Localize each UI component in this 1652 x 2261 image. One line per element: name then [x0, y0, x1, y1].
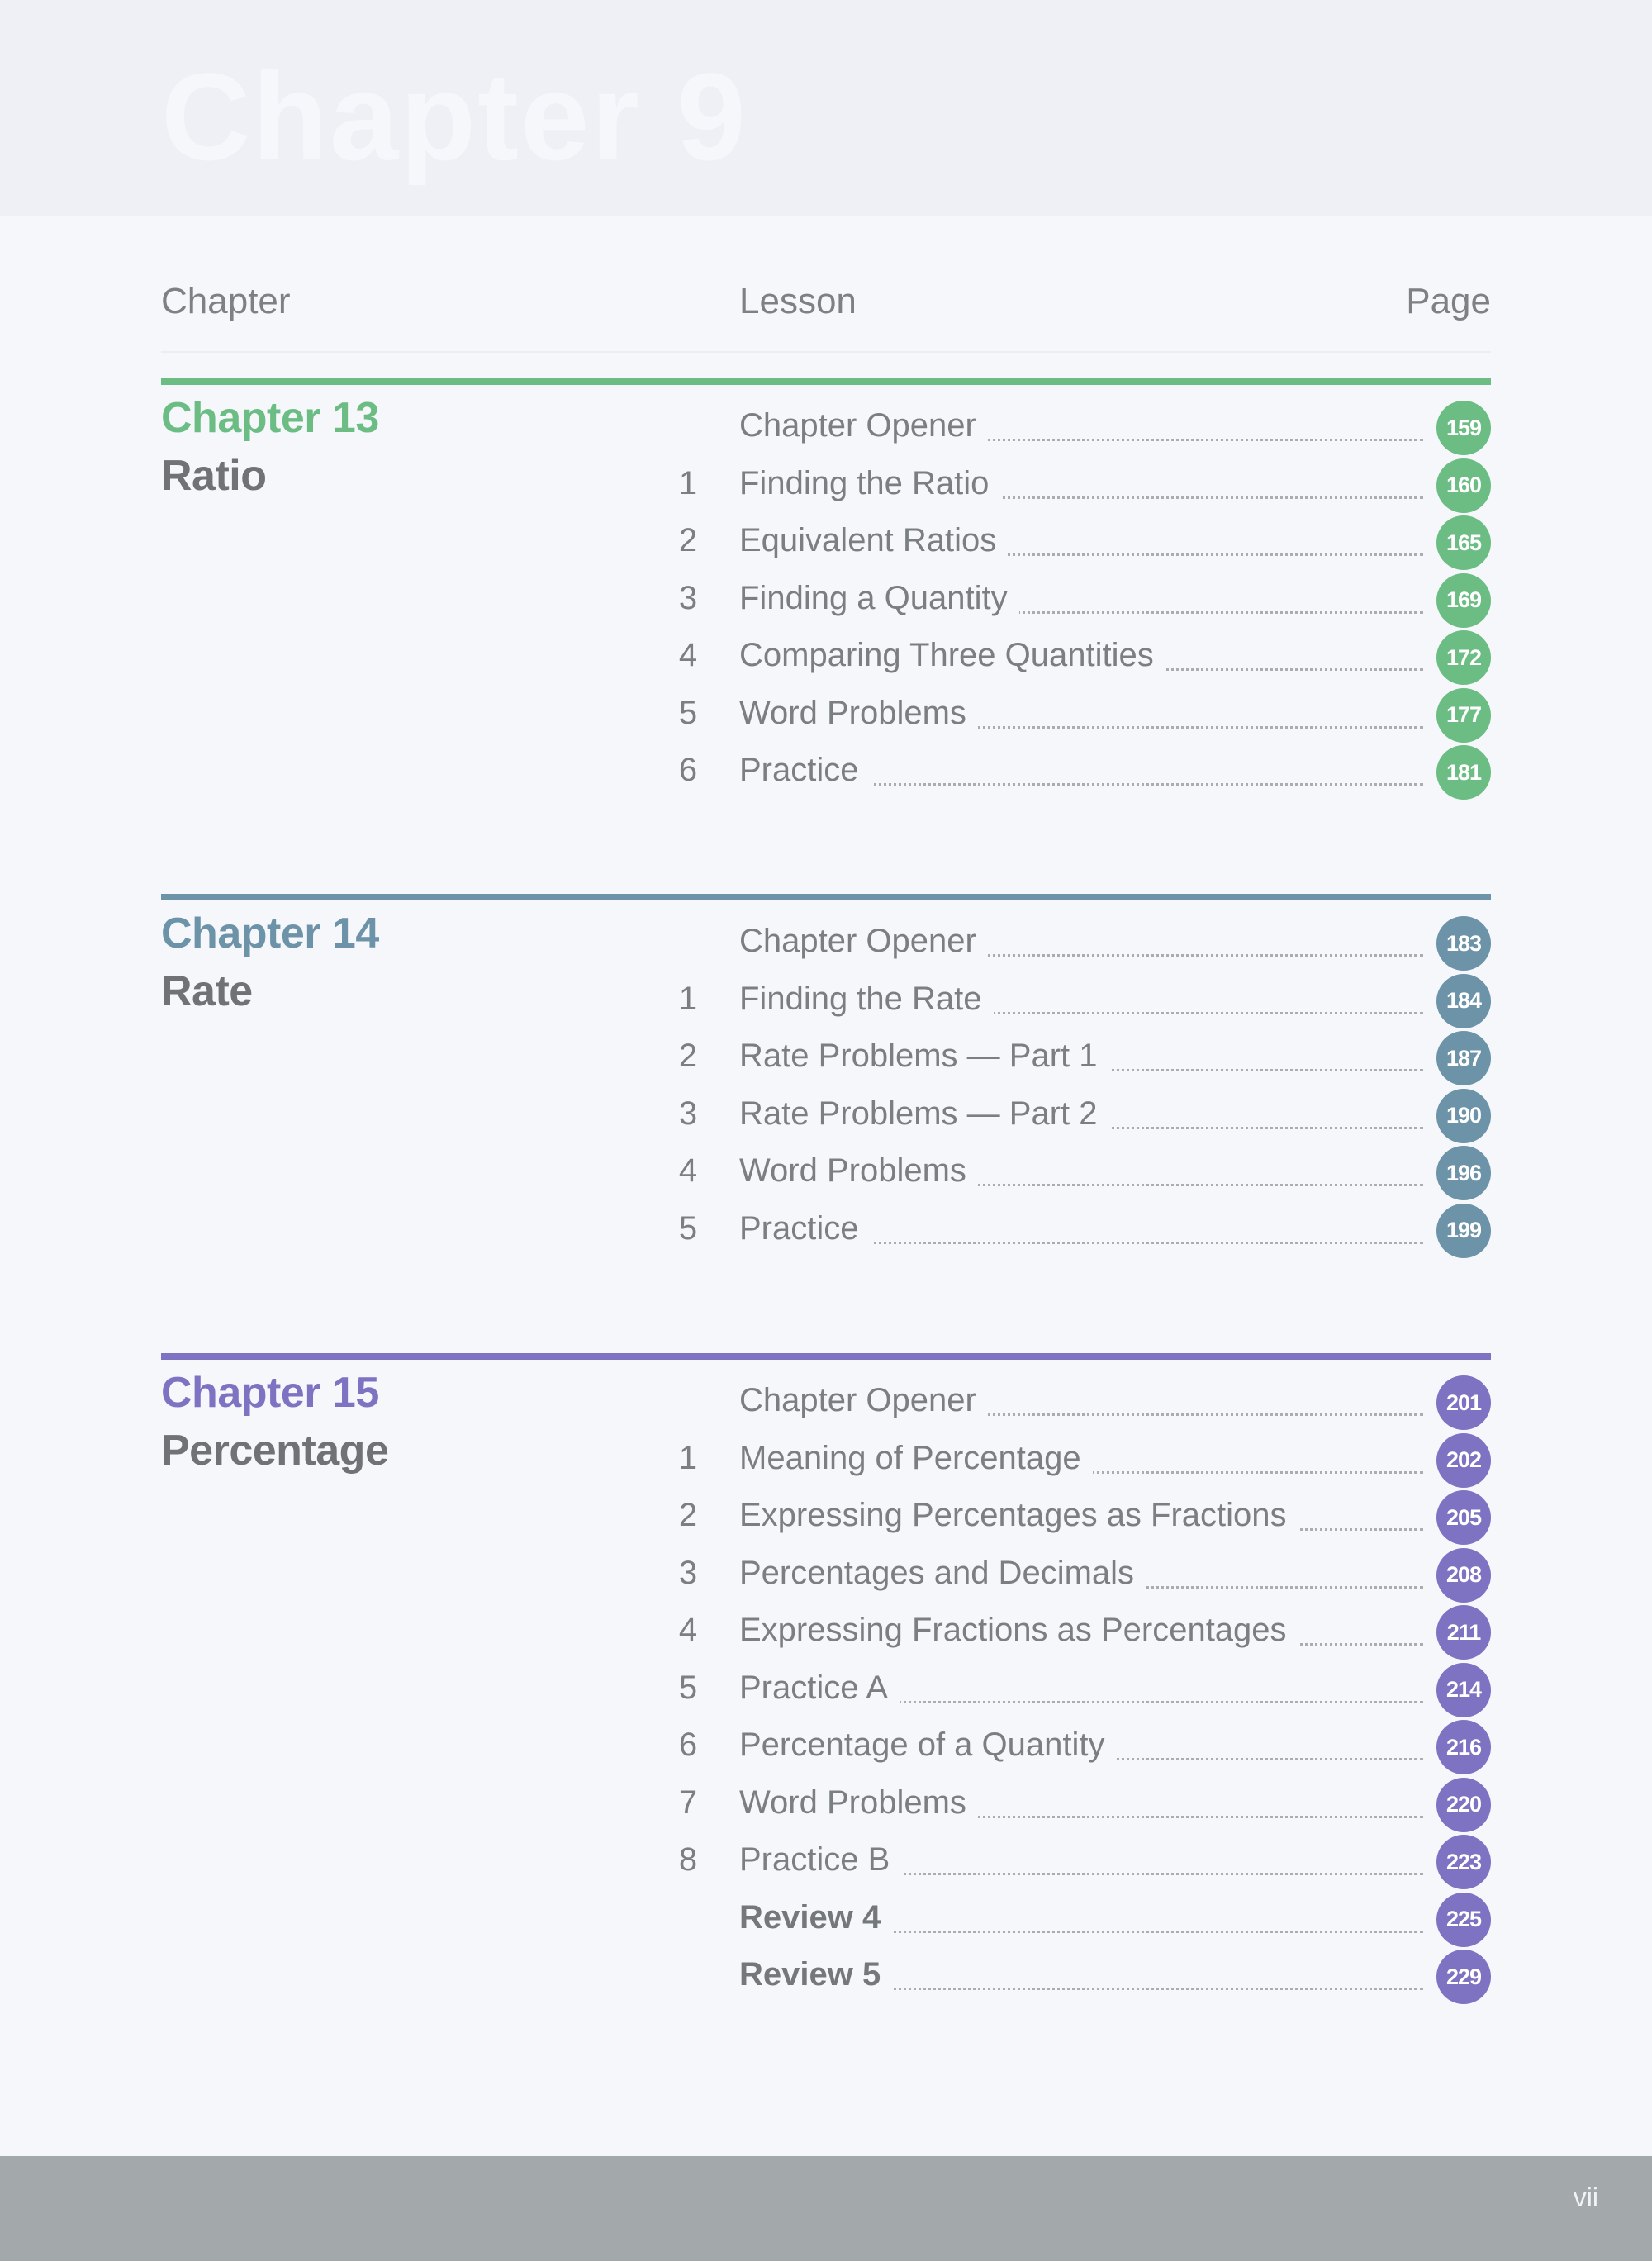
lesson-title[interactable]: Chapter Opener [739, 407, 988, 444]
lesson-title[interactable]: Chapter Opener [739, 1382, 988, 1419]
lesson-number: 2 [678, 1497, 698, 1533]
chapter-rule [161, 1353, 1491, 1360]
lesson-number: 2 [678, 1038, 698, 1074]
page-badge: 160 [1436, 458, 1491, 513]
lesson-title[interactable]: Word Problems [739, 1784, 978, 1822]
page-badge: 159 [1436, 401, 1491, 455]
chapter-label: Chapter 13 [161, 394, 379, 442]
page-badge: 223 [1436, 1835, 1491, 1889]
chapter-name: Rate [161, 967, 253, 1015]
page-badge: 208 [1436, 1548, 1491, 1603]
lesson-row[interactable] [161, 1029, 1491, 1087]
page-badge: 225 [1436, 1893, 1491, 1947]
lesson-row[interactable] [161, 629, 1491, 686]
lesson-number: 1 [678, 980, 698, 1017]
lesson-number: 3 [678, 1095, 698, 1132]
lesson-row[interactable] [161, 914, 1491, 972]
lesson-number: 7 [678, 1784, 698, 1821]
lesson-title[interactable]: Equivalent Ratios [739, 522, 1008, 559]
lesson-title[interactable]: Finding the Ratio [739, 465, 1000, 502]
page-badge: 211 [1436, 1605, 1491, 1660]
page-badge: 184 [1436, 974, 1491, 1028]
lesson-row[interactable] [161, 1489, 1491, 1546]
lesson-title[interactable]: Finding the Rate [739, 981, 994, 1018]
page-badge: 177 [1436, 688, 1491, 743]
chapter-name: Ratio [161, 452, 267, 500]
page-badge: 199 [1436, 1204, 1491, 1258]
lesson-list [161, 399, 1491, 801]
review-title[interactable]: Review 4 [739, 1899, 892, 1936]
chapter-name: Percentage [161, 1427, 389, 1475]
lesson-number: 6 [678, 752, 698, 788]
chapter-rule [161, 378, 1491, 385]
lesson-number: 2 [678, 522, 698, 558]
lesson-number: 5 [678, 1209, 698, 1247]
lesson-title[interactable]: Percentage of a Quantity [739, 1727, 1117, 1764]
review-row[interactable] [161, 1948, 1491, 2006]
page-badge: 202 [1436, 1433, 1491, 1488]
lesson-title[interactable]: Word Problems [739, 695, 978, 732]
lesson-title[interactable]: Practice B [739, 1841, 901, 1879]
header-divider [161, 351, 1491, 353]
lesson-title[interactable]: Finding a Quantity [739, 580, 1019, 617]
lesson-row[interactable] [161, 972, 1491, 1030]
column-header-page: Page [1406, 281, 1491, 321]
lesson-row[interactable] [161, 1202, 1491, 1260]
lesson-title[interactable]: Practice A [739, 1670, 900, 1707]
lesson-title[interactable]: Chapter Opener [739, 923, 988, 960]
lesson-row[interactable] [161, 457, 1491, 515]
column-header-chapter: Chapter [161, 281, 291, 321]
lesson-row[interactable] [161, 1144, 1491, 1202]
lesson-number: 8 [678, 1841, 698, 1878]
ghost-title-show-through: Chapter 9 [161, 47, 748, 186]
lesson-row[interactable] [161, 1833, 1491, 1891]
lesson-number: 4 [678, 1152, 698, 1189]
lesson-number: 5 [678, 694, 698, 731]
lesson-row[interactable] [161, 1718, 1491, 1776]
lesson-title[interactable]: Expressing Fractions as Percentages [739, 1612, 1298, 1649]
lesson-title[interactable]: Meaning of Percentage [739, 1440, 1093, 1477]
lesson-list [161, 914, 1491, 1259]
lesson-row[interactable] [161, 1432, 1491, 1489]
lesson-row[interactable] [161, 1776, 1491, 1834]
lesson-number: 1 [678, 1439, 698, 1476]
lesson-number: 3 [678, 579, 698, 616]
footer-band [0, 2156, 1652, 2261]
review-row[interactable] [161, 1891, 1491, 1949]
lesson-row[interactable] [161, 572, 1491, 629]
page-badge: 229 [1436, 1950, 1491, 2004]
page-badge: 201 [1436, 1375, 1491, 1430]
page-badge: 172 [1436, 630, 1491, 685]
review-title[interactable]: Review 5 [739, 1956, 892, 1993]
lesson-number: 4 [678, 637, 698, 673]
page-badge: 165 [1436, 515, 1491, 570]
chapter-label: Chapter 14 [161, 910, 379, 957]
lesson-row[interactable] [161, 1546, 1491, 1604]
lesson-title[interactable]: Word Problems [739, 1152, 978, 1190]
lesson-list [161, 1374, 1491, 2006]
page-badge: 196 [1436, 1146, 1491, 1200]
lesson-title[interactable]: Practice [739, 1210, 871, 1247]
lesson-number: 6 [678, 1727, 698, 1763]
page-badge: 220 [1436, 1778, 1491, 1832]
top-band [0, 0, 1652, 216]
lesson-row[interactable] [161, 514, 1491, 572]
lesson-number: 4 [678, 1612, 698, 1648]
page-badge: 181 [1436, 745, 1491, 800]
chapter-rule [161, 894, 1491, 900]
lesson-title[interactable]: Comparing Three Quantities [739, 637, 1165, 674]
column-header-lesson: Lesson [739, 281, 857, 321]
lesson-title[interactable]: Rate Problems — Part 2 [739, 1095, 1109, 1133]
lesson-title[interactable]: Rate Problems — Part 1 [739, 1038, 1109, 1075]
lesson-title[interactable]: Practice [739, 752, 871, 789]
page-folio: vii [1573, 2183, 1598, 2212]
lesson-title[interactable]: Expressing Percentages as Fractions [739, 1497, 1298, 1534]
lesson-row[interactable] [161, 686, 1491, 744]
lesson-row[interactable] [161, 399, 1491, 457]
lesson-title[interactable]: Percentages and Decimals [739, 1555, 1146, 1592]
lesson-number: 3 [678, 1554, 698, 1591]
page-badge: 190 [1436, 1089, 1491, 1143]
lesson-number: 1 [678, 464, 698, 501]
lesson-number: 5 [678, 1669, 698, 1706]
lesson-row[interactable] [161, 1087, 1491, 1145]
page-badge: 216 [1436, 1720, 1491, 1774]
page-badge: 187 [1436, 1031, 1491, 1085]
page-badge: 205 [1436, 1490, 1491, 1545]
page-badge: 169 [1436, 573, 1491, 628]
lesson-row[interactable] [161, 1603, 1491, 1661]
lesson-row[interactable] [161, 1661, 1491, 1719]
lesson-row[interactable] [161, 743, 1491, 801]
page-badge: 214 [1436, 1663, 1491, 1717]
chapter-label: Chapter 15 [161, 1369, 379, 1417]
lesson-row[interactable] [161, 1374, 1491, 1432]
page-badge: 183 [1436, 916, 1491, 971]
